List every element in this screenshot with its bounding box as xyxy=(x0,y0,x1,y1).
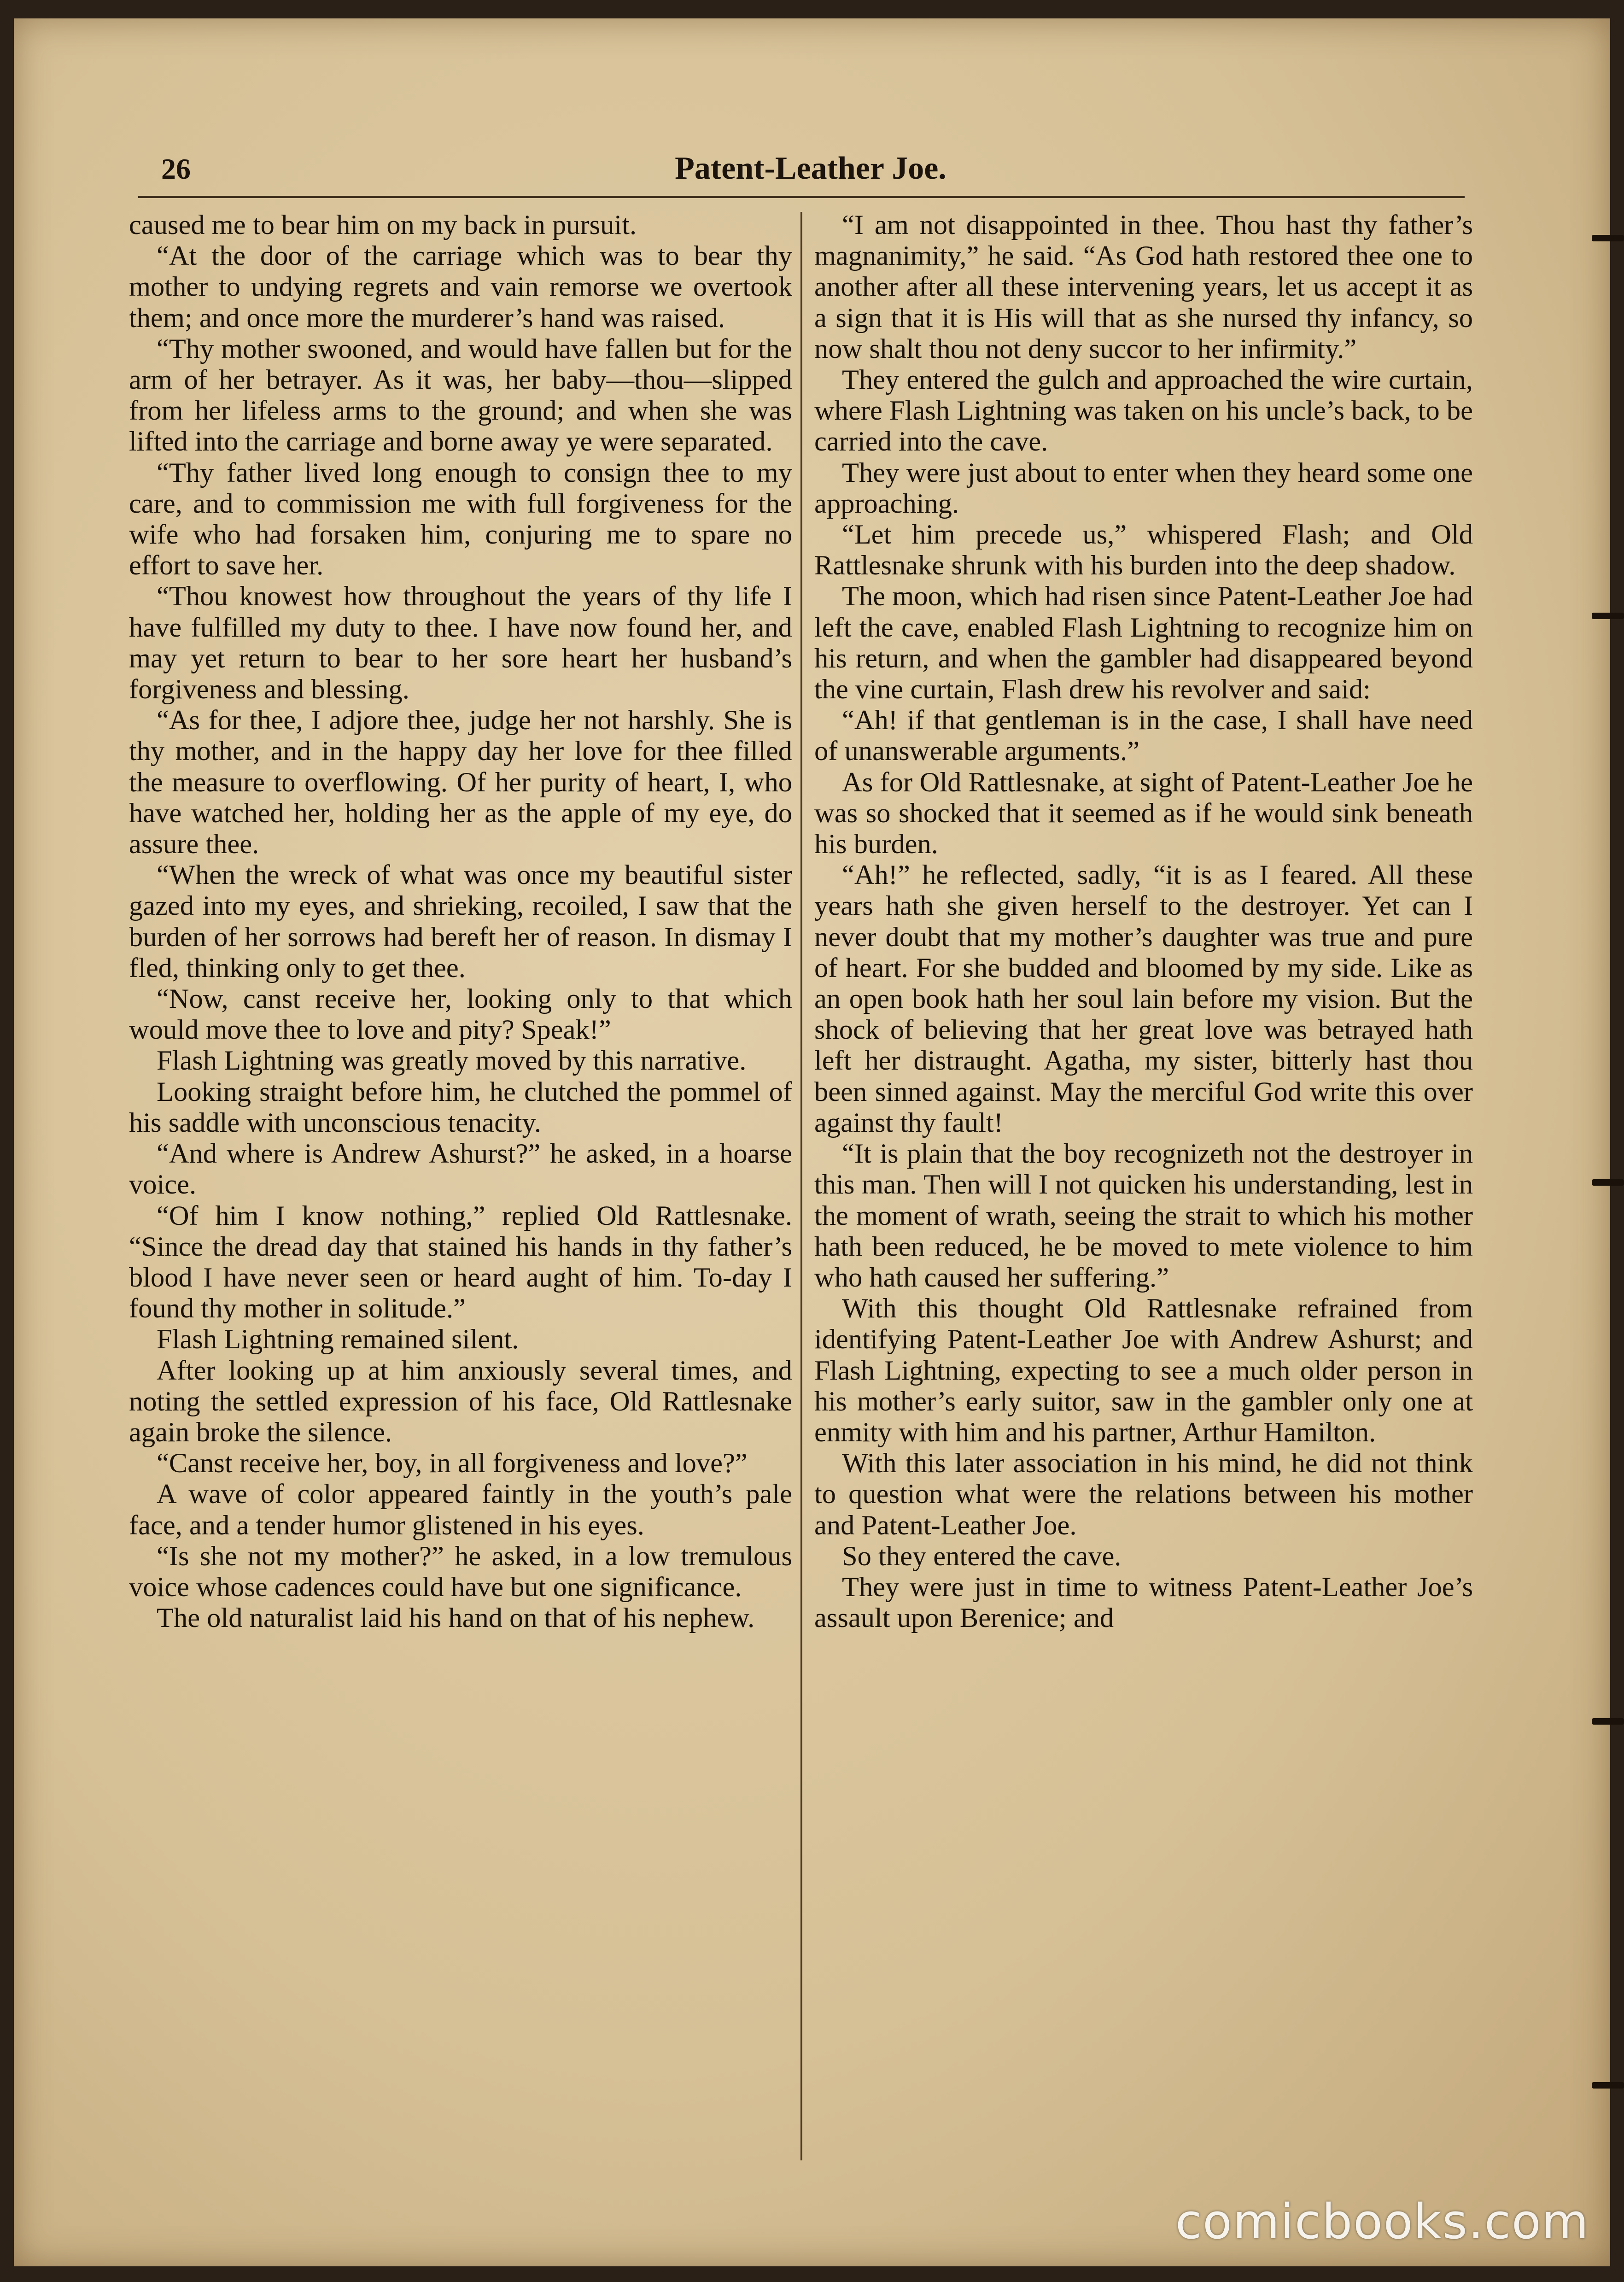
paragraph: A wave of color appeared faintly in the youth’s pale face, and a tender humor glistened in his eyes. xyxy=(129,1479,792,1541)
paragraph: As for Old Rattlesnake, at sight of Patent-Leather Joe he was so shocked that it seemed as if he would sink beneath his burden. xyxy=(814,767,1473,860)
paragraph: They were just in time to witness Patent-Leather Joe’s assault upon Berenice; and xyxy=(814,1571,1473,1634)
paragraph: “Ah! if that gentleman is in the case, I shall have need of unanswerable arguments.” xyxy=(814,705,1473,767)
paragraph: “Thy mother swooned, and would have fallen but for the arm of her betrayer. As it was, her baby—thou—slipped from her lifeless arms to the ground; and when she was lifted into the carriage and borne away ye were separated. xyxy=(129,333,792,457)
watermark: comicbooks.com xyxy=(1175,2194,1589,2250)
paragraph: Looking straight before him, he clutched the pommel of his saddle with unconscious tenacity. xyxy=(129,1076,792,1138)
paragraph: “And where is Andrew Ashurst?” he asked, in a hoarse voice. xyxy=(129,1138,792,1200)
paragraph: “As for thee, I adjore thee, judge her not harshly. She is thy mother, and in the happy day her love for thee filled the measure to overflowing. Of her purity of heart, I, who have watched her, holding her as the apple of my eye, do assure thee. xyxy=(129,705,792,860)
binding-mark xyxy=(1592,235,1624,241)
header-rule xyxy=(138,196,1465,198)
paragraph: caused me to bear him on my back in pursuit. xyxy=(129,210,637,240)
paragraph: The moon, which had risen since Patent-Leather Joe had left the cave, enabled Flash Lightning to recognize him on his return, and when the gambler had disappeared beyond the vine curtain, Flash drew his revolver and said: xyxy=(814,581,1473,705)
left-column xyxy=(129,210,792,2172)
page-header xyxy=(143,134,1478,203)
paragraph: “Thy father lived long enough to consign thee to my care, and to commission me with full forgiveness for the wife who had forsaken him, conjuring me to spare no effort to save her. xyxy=(129,457,792,581)
paragraph: “I am not disappointed in thee. Thou hast thy father’s magnanimity,” he said. “As God hath restored thee one to another after all these intervening years, let us accept it as a sign that it is His will that as she nursed thy infancy, so now shalt thou not deny succor to her infirmity.” xyxy=(814,210,1473,364)
paragraph: “Ah!” he reflected, sadly, “it is as I feared. All these years hath she given herself to the destroyer. Yet can I never doubt that my mother’s daughter was true and pure of heart. For she budded and bloomed by my side. Like as an open book hath her soul lain before my vision. But the shock of believing that her great love was betrayed hath left her distraught. Agatha, my sister, bitterly hast thou been sinned against. May the merciful God write this over against thy fault! xyxy=(814,860,1473,1138)
paragraph: “Canst receive her, boy, in all forgiveness and love?” xyxy=(157,1448,748,1479)
binding-mark xyxy=(1592,1718,1624,1725)
paragraph: “Is she not my mother?” he asked, in a low tremulous voice whose cadences could have but one significance. xyxy=(129,1540,792,1603)
paragraph: The old naturalist laid his hand on that of his nephew. xyxy=(157,1603,755,1634)
column-divider xyxy=(800,212,802,2160)
binding-mark xyxy=(1592,613,1624,619)
paragraph: They were just about to enter when they heard some one approaching. xyxy=(814,457,1473,519)
paragraph: Flash Lightning remained silent. xyxy=(157,1324,519,1355)
paragraph: “At the door of the carriage which was to bear thy mother to undying regrets and vain remorse we overtook them; and once more the murderer’s hand was raised. xyxy=(129,240,792,334)
paragraph: “Thou knowest how throughout the years of thy life I have fulfilled my duty to thee. I have now found her, and may yet return to bear to her sore heart her husband’s forgiveness and blessing. xyxy=(129,581,792,705)
paragraph: “It is plain that the boy recognizeth not the destroyer in this man. Then will I not quicken his understanding, lest in the moment of wrath, seeing the strait to which his mother hath been reduced, he be moved to mete violence to him who hath caused her suffering.” xyxy=(814,1138,1473,1293)
paragraph: With this later association in his mind, he did not think to question what were the relations between his mother and Patent-Leather Joe. xyxy=(814,1448,1473,1541)
binding-mark xyxy=(1592,1179,1624,1186)
paragraph: “When the wreck of what was once my beautiful sister gazed into my eyes, and shrieking, recoiled, I saw that the burden of her sorrows had bereft her of reason. In dismay I fled, thinking only to get thee. xyxy=(129,860,792,983)
paragraph: With this thought Old Rattlesnake refrained from identifying Patent-Leather Joe with Andrew Ashurst; and Flash Lightning, expecting to see a much older person in his mother’s early suitor, saw in the gambler only one at enmity with him and his partner, Arthur Hamilton. xyxy=(814,1293,1473,1448)
binding-mark xyxy=(1592,2082,1624,2089)
paragraph: So they entered the cave. xyxy=(842,1540,1122,1572)
right-column xyxy=(814,210,1473,2172)
page-number: 26 xyxy=(161,152,191,185)
running-title: Patent-Leather Joe. xyxy=(675,151,946,186)
paragraph: “Now, canst receive her, looking only to that which would move thee to love and pity? Speak!” xyxy=(129,983,792,1046)
paragraph: “Let him precede us,” whispered Flash; and Old Rattlesnake shrunk with his burden into the deep shadow. xyxy=(814,519,1473,581)
paragraph: They entered the gulch and approached the wire curtain, where Flash Lightning was taken on his uncle’s back, to be carried into the cave. xyxy=(814,364,1473,457)
paragraph: “Of him I know nothing,” replied Old Rattlesnake. “Since the dread day that stained his hands in thy father’s blood I have never seen or heard aught of him. To-day I found thy mother in solitude.” xyxy=(129,1200,792,1324)
paragraph: After looking up at him anxiously several times, and noting the settled expression of his face, Old Rattlesnake again broke the silence. xyxy=(129,1355,792,1448)
paragraph: Flash Lightning was greatly moved by this narrative. xyxy=(157,1045,747,1077)
